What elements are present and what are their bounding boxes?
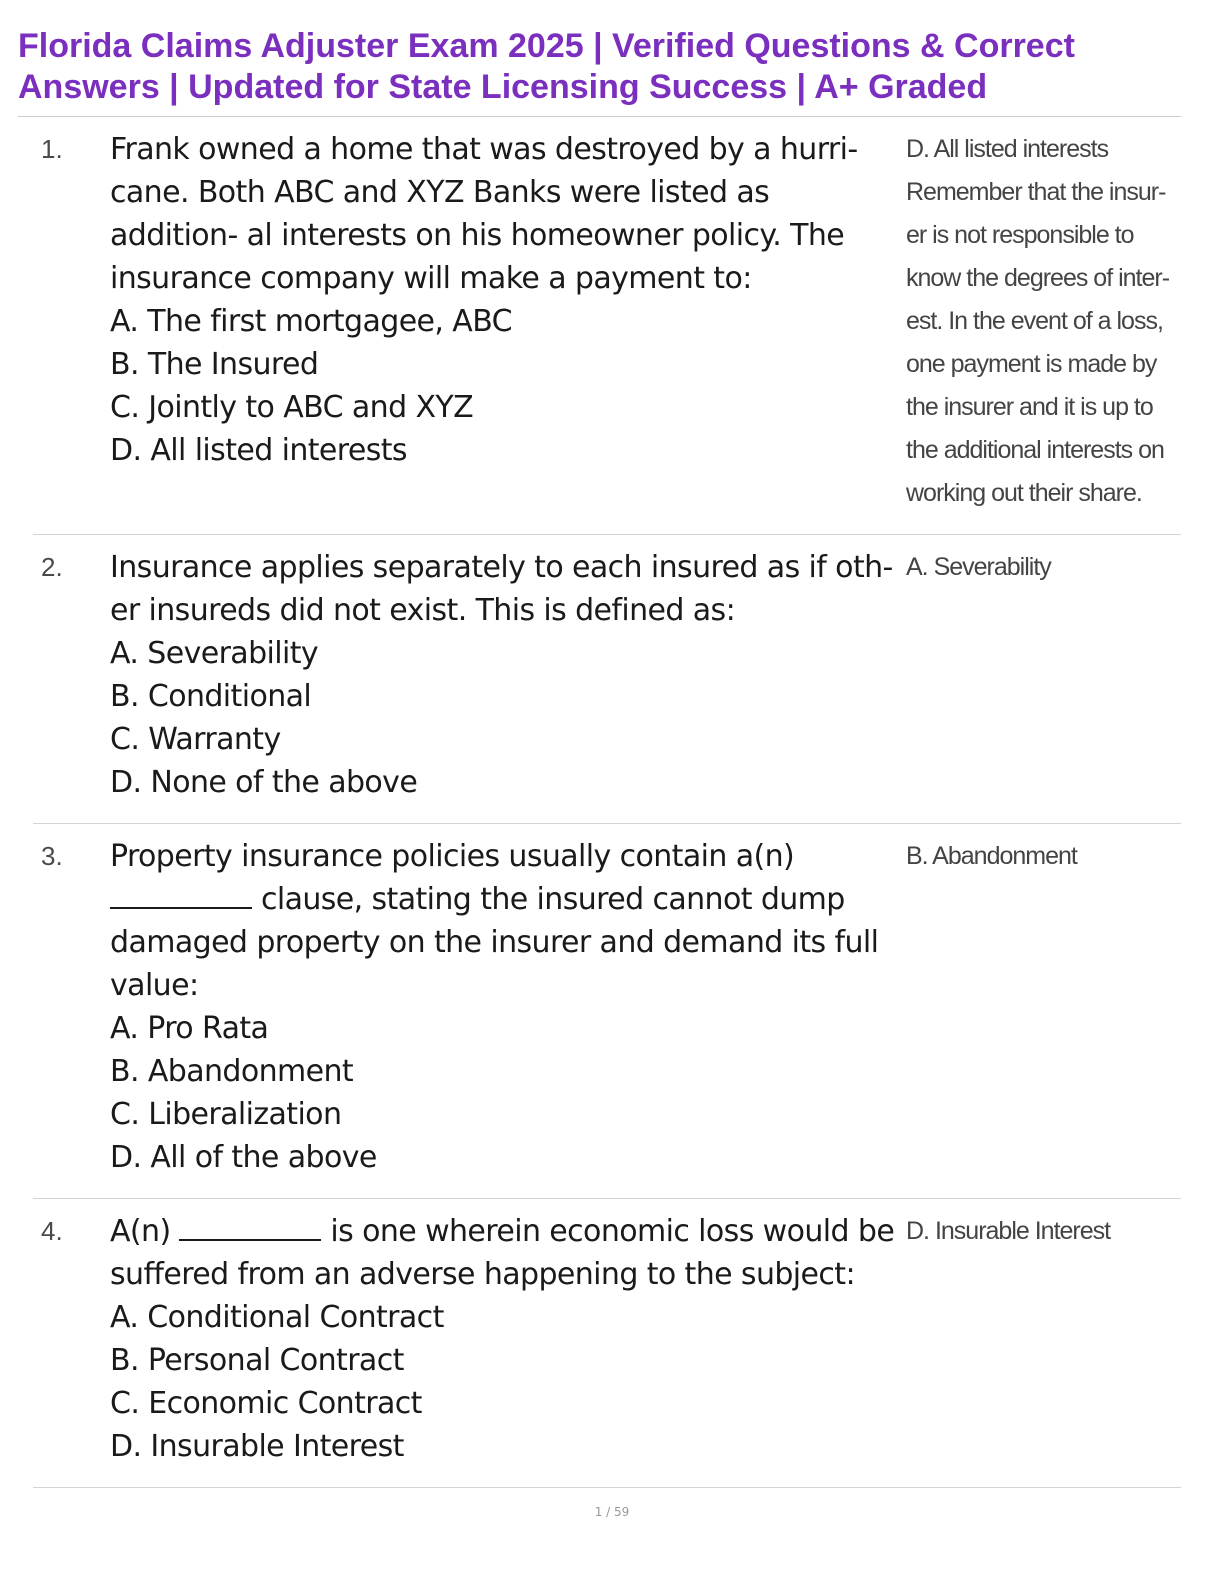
- answer-line: know the degrees of inter-: [906, 264, 1170, 292]
- answer-blank: [179, 1211, 321, 1241]
- question-text: Insurance applies separately to each insured as if oth- er insureds did not exist. This is defined as:: [110, 550, 893, 628]
- question-body: [110, 128, 902, 472]
- question-body: [110, 835, 902, 1179]
- answer-text: [906, 546, 1168, 589]
- option-b: B. The Insured: [110, 347, 319, 382]
- question-body: [110, 546, 902, 804]
- option-d: D. All listed interests: [110, 433, 407, 468]
- question-text-before-blank: Property insurance policies usually contain a(n): [110, 839, 795, 874]
- option-c: C. Warranty: [110, 722, 281, 757]
- answer-line: D. All listed interests: [906, 135, 1109, 163]
- option-a: A. Conditional Contract: [110, 1300, 444, 1335]
- answer-text: [906, 835, 1168, 878]
- question-text-after-blank: clause, stating the insured cannot dump damaged property on the insurer and demand its full value:: [110, 882, 879, 1003]
- option-d: D. All of the above: [110, 1140, 377, 1175]
- option-d: D. Insurable Interest: [110, 1429, 404, 1464]
- answer-text: [906, 128, 1168, 515]
- question-text-before-blank: A(n): [110, 1214, 171, 1249]
- option-a: A. The first mortgagee, ABC: [110, 304, 513, 339]
- question-card-3: [33, 835, 1181, 1199]
- question-text: [110, 1210, 902, 1296]
- question-card-1: [33, 128, 1181, 535]
- answer-line: est. In the event of a loss,: [906, 307, 1163, 335]
- answer-blank: [110, 879, 252, 909]
- question-number: 1.: [41, 134, 63, 164]
- option-c: C. Economic Contract: [110, 1386, 422, 1421]
- answer-text: [906, 1210, 1168, 1253]
- option-a: A. Pro Rata: [110, 1011, 269, 1046]
- question-number: 4.: [41, 1216, 63, 1246]
- answer-line: the insurer and it is up to: [906, 393, 1153, 421]
- question-number: 2.: [41, 552, 63, 582]
- question-card-2: [33, 546, 1181, 824]
- question-card-4: [33, 1210, 1181, 1488]
- option-b: B. Conditional: [110, 679, 312, 714]
- document-title: [18, 26, 1208, 108]
- option-c: C. Liberalization: [110, 1097, 342, 1132]
- title-line-2: Answers | Updated for State Licensing Success | A+ Graded: [18, 68, 988, 106]
- answer-line: the additional interests on: [906, 436, 1164, 464]
- answer-line: B. Abandonment: [906, 842, 1077, 870]
- answer-line: one payment is made by: [906, 350, 1157, 378]
- option-c: C. Jointly to ABC and XYZ: [110, 390, 474, 425]
- option-b: B. Abandonment: [110, 1054, 354, 1089]
- answer-line: D. Insurable Interest: [906, 1217, 1111, 1245]
- question-number: 3.: [41, 841, 63, 871]
- option-a: A. Severability: [110, 636, 319, 671]
- answer-line: working out their share.: [906, 479, 1142, 507]
- option-d: D. None of the above: [110, 765, 418, 800]
- title-divider: [18, 116, 1181, 117]
- answer-line: er is not responsible to: [906, 221, 1134, 249]
- title-line-1: Florida Claims Adjuster Exam 2025 | Verified Questions & Correct: [18, 27, 1075, 65]
- question-text-after-blank: is one wherein economic loss would be suffered from an adverse happening to the subject:: [110, 1214, 895, 1292]
- question-text: Frank owned a home that was destroyed by a hurri- cane. Both ABC and XYZ Banks were listed as addition- al interests on his homeowner policy. The insurance company will make a payment to:: [110, 132, 858, 296]
- option-b: B. Personal Contract: [110, 1343, 404, 1378]
- question-body: [110, 1210, 902, 1468]
- answer-line: Remember that the insur-: [906, 178, 1166, 206]
- answer-line: A. Severability: [906, 553, 1051, 581]
- question-text: [110, 835, 902, 1007]
- page-indicator: 1 / 59: [594, 1505, 630, 1519]
